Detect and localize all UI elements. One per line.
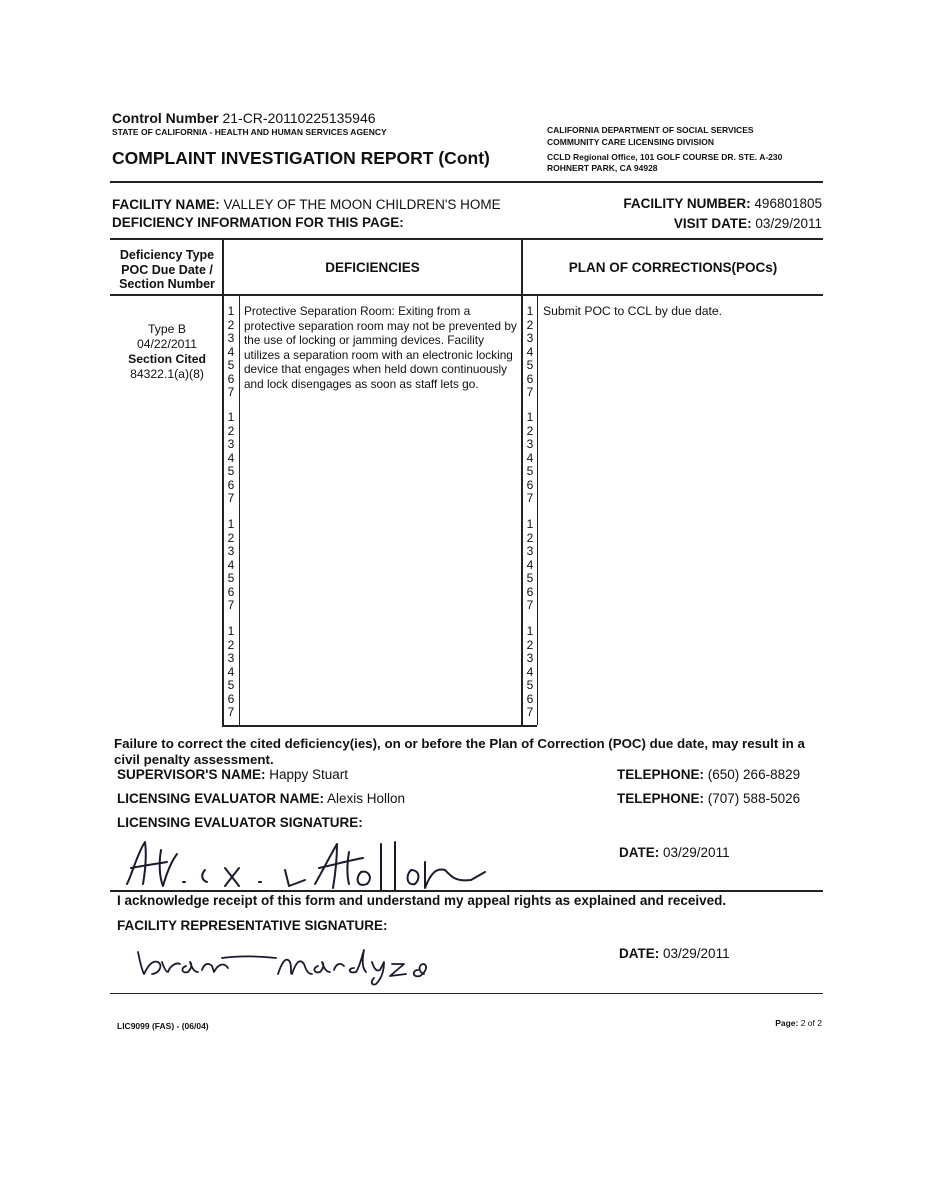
line-number: 3	[227, 437, 235, 451]
signature-rule	[110, 890, 823, 892]
line-numbers-poc-block-3	[523, 518, 537, 613]
visit-date-value: 03/29/2011	[755, 216, 822, 231]
supervisor-name-label: SUPERVISOR'S NAME:	[117, 767, 266, 782]
line-number: 4	[227, 664, 235, 679]
line-number: 1	[227, 624, 235, 638]
office-line-2: ROHNERT PARK, CA 94928	[547, 163, 658, 173]
line-number: 3	[526, 651, 534, 665]
evaluator-telephone-value: (707) 588-5026	[707, 791, 801, 806]
line-number: 6	[227, 371, 235, 386]
col-header-line-3: Section Number	[119, 277, 215, 291]
line-number: 7	[526, 705, 534, 719]
poc-text: Submit POC to CCL by due date.	[543, 304, 723, 318]
line-number: 4	[526, 664, 534, 679]
control-number-value: 21-CR-20110225135946	[222, 110, 376, 126]
col-header-deficiencies: DEFICIENCIES	[325, 260, 420, 275]
facility-date-label: DATE:	[619, 946, 660, 961]
line-number: 1	[227, 304, 235, 318]
page-number	[775, 1018, 822, 1028]
line-number: 7	[526, 385, 534, 399]
facility-number-label: FACILITY NUMBER:	[623, 196, 751, 211]
line-number: 4	[526, 344, 534, 359]
penalty-warning: Failure to correct the cited deficiency(ies), on or before the Plan of Correction (POC) due date, may result in a civil penalty assessment.	[114, 736, 805, 767]
facility-name	[112, 197, 501, 212]
col-header-poc: PLAN OF CORRECTIONS(POCs)	[568, 260, 778, 275]
line-number: 3	[526, 544, 534, 558]
form-id: LIC9099 (FAS) - (06/04)	[117, 1021, 209, 1031]
line-number: 5	[526, 358, 534, 372]
evaluator-signature-label: LICENSING EVALUATOR SIGNATURE:	[117, 815, 363, 830]
line-number: 5	[227, 464, 235, 478]
visit-date-label: VISIT DATE:	[673, 216, 752, 231]
evaluator-date-label: DATE:	[619, 845, 660, 860]
header-rule	[110, 181, 823, 183]
table-divider-numbers-2	[537, 295, 538, 725]
line-numbers-poc-block-1	[523, 305, 537, 400]
facility-number	[623, 196, 822, 211]
line-number: 1	[526, 624, 534, 638]
line-number: 7	[526, 598, 534, 612]
line-number: 6	[227, 584, 235, 599]
poc-due-date: 04/22/2011	[136, 337, 198, 351]
control-number	[112, 110, 376, 126]
line-number: 1	[227, 517, 235, 531]
table-divider-numbers-1	[239, 295, 240, 725]
table-header-rule	[110, 294, 823, 296]
line-number: 1	[526, 517, 534, 531]
line-numbers-deficiencies-block-1	[224, 305, 238, 400]
acknowledgement-text: I acknowledge receipt of this form and understand my appeal rights as explained and received.	[117, 893, 727, 908]
line-number: 3	[227, 331, 235, 345]
line-numbers-deficiencies-block-4	[224, 625, 238, 720]
page-number-label: Page:	[775, 1018, 799, 1028]
facility-date	[619, 946, 730, 961]
evaluator-name-label: LICENSING EVALUATOR NAME:	[117, 791, 325, 806]
line-number: 1	[227, 410, 235, 424]
line-number: 6	[227, 477, 235, 492]
line-number: 4	[227, 450, 235, 465]
visit-date	[674, 216, 822, 231]
line-number: 5	[526, 678, 534, 692]
line-number: 3	[526, 437, 534, 451]
line-number: 7	[227, 598, 235, 612]
line-number: 2	[227, 530, 235, 545]
line-number: 5	[526, 571, 534, 585]
evaluator-telephone-label: TELEPHONE:	[617, 791, 705, 806]
facility-signature-label: FACILITY REPRESENTATIVE SIGNATURE:	[117, 918, 388, 933]
evaluator-date-value: 03/29/2011	[663, 845, 730, 860]
facility-name-label: FACILITY NAME:	[112, 197, 220, 212]
line-number: 6	[526, 691, 534, 706]
line-number: 5	[526, 464, 534, 478]
col-header-line-2: POC Due Date /	[121, 262, 213, 277]
page-number-value: 2 of 2	[800, 1018, 822, 1028]
section-cited-value: 84322.1(a)(8)	[130, 367, 204, 381]
line-number: 2	[227, 637, 235, 652]
bottom-rule	[110, 993, 823, 994]
line-numbers-deficiencies-block-3	[224, 518, 238, 613]
deficiency-entry	[112, 322, 222, 382]
section-cited-label: Section Cited	[128, 352, 206, 366]
evaluator-name-value: Alexis Hollon	[327, 791, 406, 806]
line-number: 4	[526, 557, 534, 572]
col-header-line-1: Deficiency Type	[119, 248, 215, 262]
table-top-rule	[110, 238, 823, 240]
line-number: 5	[227, 571, 235, 585]
dept-line-1: CALIFORNIA DEPARTMENT OF SOCIAL SERVICES	[547, 125, 754, 135]
deficiency-info-label: DEFICIENCY INFORMATION FOR THIS PAGE:	[112, 215, 404, 230]
facility-date-value: 03/29/2011	[663, 946, 730, 961]
line-number: 4	[526, 450, 534, 465]
line-number: 3	[227, 544, 235, 558]
line-number: 6	[526, 371, 534, 386]
line-number: 2	[526, 637, 534, 652]
line-number: 6	[526, 477, 534, 492]
line-number: 7	[227, 385, 235, 399]
line-numbers-poc-block-4	[523, 625, 537, 720]
facility-number-value: 496801805	[754, 196, 822, 211]
evaluator-signature	[115, 832, 495, 894]
line-number: 3	[227, 651, 235, 665]
line-number: 2	[227, 317, 235, 332]
line-number: 7	[227, 705, 235, 719]
line-number: 5	[227, 358, 235, 372]
dept-line-2: COMMUNITY CARE LICENSING DIVISION	[547, 137, 715, 147]
line-number: 4	[227, 557, 235, 572]
line-number: 2	[526, 423, 534, 438]
supervisor-name-value: Happy Stuart	[269, 767, 349, 782]
line-number: 1	[526, 410, 534, 424]
supervisor-telephone-value: (650) 266-8829	[707, 767, 801, 782]
deficiency-text: Protective Separation Room: Exiting from a protective separation room may not be prevented by the use of locking or jamming devices. Facility utilizes a separation room with an electronic locking device that engages when held down continuously and lock disengages as soon as staff lets go.	[244, 304, 517, 391]
office-line-1: CCLD Regional Office, 101 GOLF COURSE DR. STE. A-230	[547, 152, 783, 162]
facility-representative-signature	[128, 940, 448, 988]
line-number: 5	[227, 678, 235, 692]
line-number: 3	[526, 331, 534, 345]
line-numbers-poc-block-2	[523, 411, 537, 506]
col-header-deficiency-type	[112, 248, 222, 292]
facility-name-value: VALLEY OF THE MOON CHILDREN'S HOME	[223, 197, 501, 212]
line-number: 1	[526, 304, 534, 318]
evaluator-date	[619, 845, 730, 860]
supervisor-telephone-label: TELEPHONE:	[617, 767, 705, 782]
control-number-label: Control Number	[112, 110, 219, 126]
line-numbers-deficiencies-block-2	[224, 411, 238, 506]
line-number: 6	[526, 584, 534, 599]
line-number: 4	[227, 344, 235, 359]
evaluator-name	[117, 791, 405, 806]
evaluator-telephone	[617, 791, 800, 806]
line-number: 6	[227, 691, 235, 706]
line-number: 2	[227, 423, 235, 438]
line-number: 2	[526, 530, 534, 545]
table-bottom-rule	[222, 725, 537, 727]
line-number: 7	[227, 491, 235, 505]
supervisor-telephone	[617, 767, 800, 782]
line-number: 7	[526, 491, 534, 505]
agency-line: STATE OF CALIFORNIA - HEALTH AND HUMAN SERVICES AGENCY	[112, 127, 387, 137]
line-number: 2	[526, 317, 534, 332]
supervisor-name	[117, 767, 348, 782]
report-title: COMPLAINT INVESTIGATION REPORT (Cont)	[112, 148, 490, 168]
deficiency-type: Type B	[148, 322, 186, 336]
